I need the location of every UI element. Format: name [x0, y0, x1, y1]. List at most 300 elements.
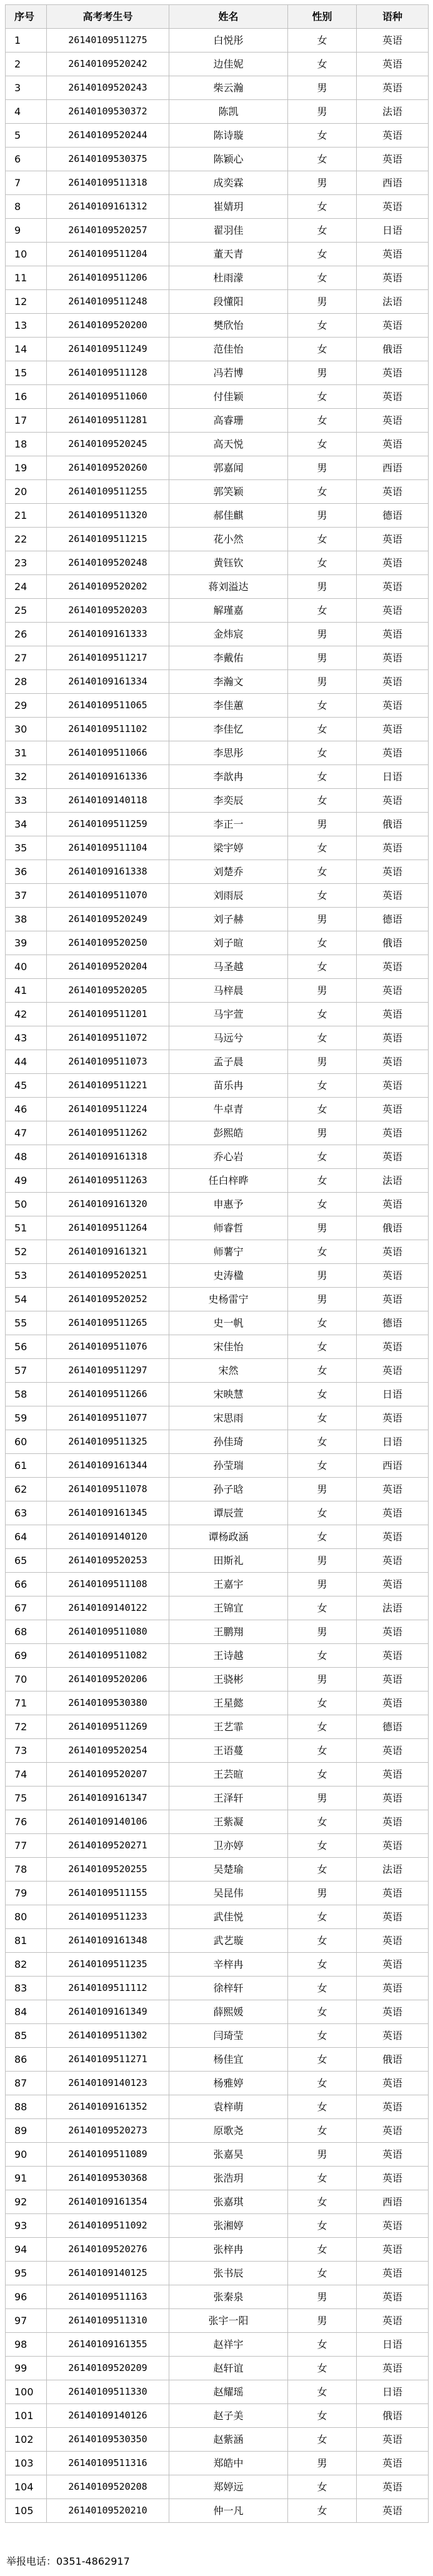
exam-id-cell: 26140109511078 — [47, 1478, 169, 1501]
table-row — [6, 741, 429, 765]
row-index-cell: 41 — [6, 979, 47, 1003]
student-name-cell: 赵轩谊 — [169, 2357, 288, 2380]
student-name-cell: 范佳怡 — [169, 338, 288, 361]
table-row — [6, 1834, 429, 1858]
student-name-cell: 郑婷远 — [169, 2475, 288, 2499]
student-name-cell: 史涛楹 — [169, 1264, 288, 1288]
row-index-cell: 16 — [6, 385, 47, 409]
exam-id-cell: 26140109511310 — [47, 2309, 169, 2333]
exam-id-cell: 26140109511265 — [47, 1311, 169, 1335]
gender-cell: 女 — [288, 1406, 357, 1430]
exam-id-cell: 26140109161336 — [47, 765, 169, 789]
student-name-cell: 闫琦莹 — [169, 2024, 288, 2048]
table-row — [6, 2404, 429, 2428]
exam-id-cell: 26140109511318 — [47, 171, 169, 195]
language-cell: 英语 — [357, 1691, 429, 1715]
exam-id-cell: 26140109511302 — [47, 2024, 169, 2048]
row-index-cell: 87 — [6, 2072, 47, 2095]
table-row — [6, 1525, 429, 1549]
gender-cell: 女 — [288, 2072, 357, 2095]
language-cell: 英语 — [357, 1787, 429, 1810]
exam-id-cell: 26140109520251 — [47, 1264, 169, 1288]
exam-id-cell: 26140109511077 — [47, 1406, 169, 1430]
gender-cell: 男 — [288, 1478, 357, 1501]
table-row — [6, 694, 429, 718]
table-row — [6, 1810, 429, 1834]
row-index-cell: 13 — [6, 314, 47, 338]
table-row — [6, 2214, 429, 2238]
exam-id-cell: 26140109520260 — [47, 456, 169, 480]
student-name-cell: 张嘉琪 — [169, 2190, 288, 2214]
student-name-cell: 董天青 — [169, 243, 288, 266]
table-row — [6, 1288, 429, 1311]
table-row — [6, 195, 429, 219]
language-cell: 法语 — [357, 1858, 429, 1882]
language-cell: 英语 — [357, 2143, 429, 2167]
exam-id-cell: 26140109511066 — [47, 741, 169, 765]
language-cell: 英语 — [357, 1098, 429, 1121]
language-cell: 英语 — [357, 266, 429, 290]
exam-id-cell: 26140109511269 — [47, 1715, 169, 1739]
exam-id-cell: 26140109520208 — [47, 2475, 169, 2499]
gender-cell: 女 — [288, 2214, 357, 2238]
table-header-row — [6, 5, 429, 29]
gender-cell: 女 — [288, 931, 357, 955]
table-row — [6, 314, 429, 338]
table-row — [6, 76, 429, 100]
exam-id-cell: 26140109511201 — [47, 1003, 169, 1026]
table-row — [6, 2024, 429, 2048]
language-cell: 英语 — [357, 2072, 429, 2095]
exam-id-cell: 26140109520255 — [47, 1858, 169, 1882]
gender-cell: 男 — [288, 979, 357, 1003]
row-index-cell: 65 — [6, 1549, 47, 1573]
table-row — [6, 836, 429, 860]
row-index-cell: 36 — [6, 860, 47, 884]
language-cell: 英语 — [357, 1573, 429, 1596]
language-cell: 英语 — [357, 409, 429, 433]
table-row — [6, 1644, 429, 1668]
gender-cell: 女 — [288, 1739, 357, 1763]
exam-id-cell: 26140109520210 — [47, 2499, 169, 2523]
gender-cell: 女 — [288, 1003, 357, 1026]
column-header-language: 语种 — [357, 5, 429, 29]
row-index-cell: 83 — [6, 1977, 47, 2000]
exam-id-cell: 26140109161344 — [47, 1454, 169, 1478]
exam-id-cell: 26140109161345 — [47, 1501, 169, 1525]
table-row — [6, 884, 429, 908]
language-cell: 英语 — [357, 551, 429, 575]
exam-id-cell: 26140109511297 — [47, 1359, 169, 1383]
student-name-cell: 杜雨濛 — [169, 266, 288, 290]
student-name-cell: 郭嘉闻 — [169, 456, 288, 480]
table-row — [6, 1406, 429, 1430]
row-index-cell: 24 — [6, 575, 47, 599]
gender-cell: 男 — [288, 361, 357, 385]
table-row — [6, 1264, 429, 1288]
student-name-cell: 刘雨辰 — [169, 884, 288, 908]
student-name-cell: 刘子暄 — [169, 931, 288, 955]
gender-cell: 男 — [288, 1216, 357, 1240]
row-index-cell: 56 — [6, 1335, 47, 1359]
table-row — [6, 765, 429, 789]
language-cell: 英语 — [357, 2119, 429, 2143]
exam-id-cell: 26140109520245 — [47, 433, 169, 456]
exam-id-cell: 26140109511215 — [47, 528, 169, 551]
exam-id-cell: 26140109140120 — [47, 1525, 169, 1549]
language-cell: 英语 — [357, 124, 429, 148]
language-cell: 英语 — [357, 1074, 429, 1098]
table-row — [6, 1145, 429, 1169]
gender-cell: 女 — [288, 1240, 357, 1264]
exam-id-cell: 26140109511221 — [47, 1074, 169, 1098]
table-row — [6, 1905, 429, 1929]
gender-cell: 女 — [288, 1074, 357, 1098]
gender-cell: 女 — [288, 1359, 357, 1383]
row-index-cell: 70 — [6, 1668, 47, 1691]
exam-id-cell: 26140109511233 — [47, 1905, 169, 1929]
table-row — [6, 100, 429, 124]
row-index-cell: 76 — [6, 1810, 47, 1834]
student-name-cell: 原歌尧 — [169, 2119, 288, 2143]
exam-id-cell: 26140109511102 — [47, 718, 169, 741]
student-name-cell: 辛梓冉 — [169, 1953, 288, 1977]
exam-id-cell: 26140109511330 — [47, 2380, 169, 2404]
student-name-cell: 陈诗璇 — [169, 124, 288, 148]
gender-cell: 男 — [288, 1620, 357, 1644]
language-cell: 英语 — [357, 1834, 429, 1858]
exam-id-cell: 26140109161338 — [47, 860, 169, 884]
row-index-cell: 48 — [6, 1145, 47, 1169]
gender-cell: 女 — [288, 195, 357, 219]
exam-id-cell: 26140109161354 — [47, 2190, 169, 2214]
gender-cell: 女 — [288, 1953, 357, 1977]
exam-id-cell: 26140109161352 — [47, 2095, 169, 2119]
row-index-cell: 29 — [6, 694, 47, 718]
row-index-cell: 89 — [6, 2119, 47, 2143]
row-index-cell: 77 — [6, 1834, 47, 1858]
gender-cell: 女 — [288, 1929, 357, 1953]
gender-cell: 男 — [288, 623, 357, 646]
table-row — [6, 1098, 429, 1121]
language-cell: 俄语 — [357, 813, 429, 836]
language-cell: 西语 — [357, 2190, 429, 2214]
language-cell: 英语 — [357, 670, 429, 694]
gender-cell: 女 — [288, 2000, 357, 2024]
gender-cell: 女 — [288, 266, 357, 290]
language-cell: 英语 — [357, 1668, 429, 1691]
gender-cell: 女 — [288, 1383, 357, 1406]
gender-cell: 女 — [288, 1596, 357, 1620]
gender-cell: 男 — [288, 670, 357, 694]
student-name-cell: 仲一凡 — [169, 2499, 288, 2523]
exam-id-cell: 26140109520209 — [47, 2357, 169, 2380]
student-name-cell: 宋佳怡 — [169, 1335, 288, 1359]
exam-id-cell: 26140109511206 — [47, 266, 169, 290]
gender-cell: 女 — [288, 2380, 357, 2404]
exam-id-cell: 26140109161348 — [47, 1929, 169, 1953]
exam-id-cell: 26140109511281 — [47, 409, 169, 433]
exam-id-cell: 26140109511235 — [47, 1953, 169, 1977]
row-index-cell: 97 — [6, 2309, 47, 2333]
row-index-cell: 75 — [6, 1787, 47, 1810]
gender-cell: 女 — [288, 1715, 357, 1739]
row-index-cell: 10 — [6, 243, 47, 266]
row-index-cell: 96 — [6, 2285, 47, 2309]
gender-cell: 男 — [288, 1050, 357, 1074]
gender-cell: 女 — [288, 1169, 357, 1193]
row-index-cell: 30 — [6, 718, 47, 741]
language-cell: 英语 — [357, 1240, 429, 1264]
row-index-cell: 43 — [6, 1026, 47, 1050]
row-index-cell: 27 — [6, 646, 47, 670]
language-cell: 英语 — [357, 29, 429, 53]
table-row — [6, 1596, 429, 1620]
gender-cell: 女 — [288, 2475, 357, 2499]
table-row — [6, 789, 429, 813]
language-cell: 英语 — [357, 53, 429, 76]
gender-cell: 女 — [288, 219, 357, 243]
gender-cell: 女 — [288, 385, 357, 409]
table-row — [6, 979, 429, 1003]
gender-cell: 女 — [288, 2119, 357, 2143]
language-cell: 英语 — [357, 1501, 429, 1525]
table-row — [6, 2499, 429, 2523]
row-index-cell: 17 — [6, 409, 47, 433]
gender-cell: 女 — [288, 2499, 357, 2523]
table-row — [6, 1335, 429, 1359]
language-cell: 英语 — [357, 2452, 429, 2475]
gender-cell: 女 — [288, 124, 357, 148]
row-index-cell: 53 — [6, 1264, 47, 1288]
language-cell: 英语 — [357, 243, 429, 266]
exam-id-cell: 26140109511128 — [47, 361, 169, 385]
language-cell: 英语 — [357, 1359, 429, 1383]
student-name-cell: 武佳悦 — [169, 1905, 288, 1929]
student-name-cell: 马宇萱 — [169, 1003, 288, 1026]
row-index-cell: 28 — [6, 670, 47, 694]
gender-cell: 女 — [288, 243, 357, 266]
student-name-cell: 王语蔓 — [169, 1739, 288, 1763]
student-name-cell: 王鹏翔 — [169, 1620, 288, 1644]
gender-cell: 女 — [288, 860, 357, 884]
gender-cell: 女 — [288, 1977, 357, 2000]
exam-id-cell: 26140109511104 — [47, 836, 169, 860]
table-row — [6, 1478, 429, 1501]
student-name-cell: 卫亦婷 — [169, 1834, 288, 1858]
gender-cell: 男 — [288, 1264, 357, 1288]
exam-id-cell: 26140109511080 — [47, 1620, 169, 1644]
row-index-cell: 44 — [6, 1050, 47, 1074]
row-index-cell: 61 — [6, 1454, 47, 1478]
exam-id-cell: 26140109520207 — [47, 1763, 169, 1787]
gender-cell: 女 — [288, 1311, 357, 1335]
column-header-name: 姓名 — [169, 5, 288, 29]
exam-id-cell: 26140109511263 — [47, 1169, 169, 1193]
student-name-cell: 杨佳宜 — [169, 2048, 288, 2072]
gender-cell: 男 — [288, 1573, 357, 1596]
table-row — [6, 171, 429, 195]
gender-cell: 男 — [288, 2452, 357, 2475]
exam-id-cell: 26140109161318 — [47, 1145, 169, 1169]
language-cell: 英语 — [357, 76, 429, 100]
student-name-cell: 宋思雨 — [169, 1406, 288, 1430]
student-name-cell: 谭杨政涵 — [169, 1525, 288, 1549]
exam-id-cell: 26140109520205 — [47, 979, 169, 1003]
gender-cell: 男 — [288, 2309, 357, 2333]
language-cell: 英语 — [357, 1026, 429, 1050]
row-index-cell: 22 — [6, 528, 47, 551]
row-index-cell: 95 — [6, 2262, 47, 2285]
row-index-cell: 18 — [6, 433, 47, 456]
student-name-cell: 师睿哲 — [169, 1216, 288, 1240]
exam-id-cell: 26140109511266 — [47, 1383, 169, 1406]
language-cell: 法语 — [357, 1596, 429, 1620]
language-cell: 日语 — [357, 1430, 429, 1454]
language-cell: 日语 — [357, 2333, 429, 2357]
language-cell: 英语 — [357, 2499, 429, 2523]
gender-cell: 女 — [288, 2238, 357, 2262]
student-table — [5, 4, 429, 2523]
language-cell: 英语 — [357, 1810, 429, 1834]
language-cell: 英语 — [357, 979, 429, 1003]
table-row — [6, 931, 429, 955]
exam-id-cell: 26140109511259 — [47, 813, 169, 836]
row-index-cell: 7 — [6, 171, 47, 195]
student-name-cell: 郭笑颖 — [169, 480, 288, 504]
gender-cell: 男 — [288, 646, 357, 670]
column-header-index: 序号 — [6, 5, 47, 29]
row-index-cell: 32 — [6, 765, 47, 789]
row-index-cell: 42 — [6, 1003, 47, 1026]
student-name-cell: 王骁彬 — [169, 1668, 288, 1691]
row-index-cell: 59 — [6, 1406, 47, 1430]
language-cell: 英语 — [357, 1525, 429, 1549]
exam-id-cell: 26140109511070 — [47, 884, 169, 908]
gender-cell: 女 — [288, 2404, 357, 2428]
table-row — [6, 1977, 429, 2000]
gender-cell: 女 — [288, 2048, 357, 2072]
table-row — [6, 1454, 429, 1478]
student-name-cell: 郝佳麒 — [169, 504, 288, 528]
gender-cell: 女 — [288, 2262, 357, 2285]
admission-list — [5, 4, 428, 2523]
table-row — [6, 646, 429, 670]
gender-cell: 男 — [288, 76, 357, 100]
exam-id-cell: 26140109161334 — [47, 670, 169, 694]
gender-cell: 女 — [288, 1454, 357, 1478]
student-name-cell: 任白梓晔 — [169, 1169, 288, 1193]
language-cell: 日语 — [357, 219, 429, 243]
gender-cell: 女 — [288, 433, 357, 456]
exam-id-cell: 26140109140106 — [47, 1810, 169, 1834]
student-name-cell: 牛卓青 — [169, 1098, 288, 1121]
exam-id-cell: 26140109520202 — [47, 575, 169, 599]
student-name-cell: 徐梓轩 — [169, 1977, 288, 2000]
row-index-cell: 101 — [6, 2404, 47, 2428]
row-index-cell: 57 — [6, 1359, 47, 1383]
row-index-cell: 73 — [6, 1739, 47, 1763]
student-name-cell: 蒋刘溢达 — [169, 575, 288, 599]
table-row — [6, 2095, 429, 2119]
exam-id-cell: 26140109530372 — [47, 100, 169, 124]
table-row — [6, 2167, 429, 2190]
gender-cell: 女 — [288, 148, 357, 171]
language-cell: 英语 — [357, 2238, 429, 2262]
row-index-cell: 78 — [6, 1858, 47, 1882]
gender-cell: 女 — [288, 1501, 357, 1525]
language-cell: 日语 — [357, 765, 429, 789]
student-name-cell: 张秦泉 — [169, 2285, 288, 2309]
table-row — [6, 338, 429, 361]
language-cell: 西语 — [357, 1454, 429, 1478]
exam-id-cell: 26140109511092 — [47, 2214, 169, 2238]
student-name-cell: 花小然 — [169, 528, 288, 551]
gender-cell: 男 — [288, 2285, 357, 2309]
table-row — [6, 243, 429, 266]
language-cell: 英语 — [357, 433, 429, 456]
language-cell: 英语 — [357, 480, 429, 504]
language-cell: 英语 — [357, 1406, 429, 1430]
student-name-cell: 樊欣怡 — [169, 314, 288, 338]
student-name-cell: 宋然 — [169, 1359, 288, 1383]
row-index-cell: 99 — [6, 2357, 47, 2380]
exam-id-cell: 26140109140125 — [47, 2262, 169, 2285]
column-header-exam-id: 高考考生号 — [47, 5, 169, 29]
gender-cell: 男 — [288, 171, 357, 195]
table-row — [6, 29, 429, 53]
gender-cell: 女 — [288, 1098, 357, 1121]
exam-id-cell: 26140109511316 — [47, 2452, 169, 2475]
language-cell: 英语 — [357, 2309, 429, 2333]
exam-id-cell: 26140109161321 — [47, 1240, 169, 1264]
language-cell: 俄语 — [357, 338, 429, 361]
table-row — [6, 480, 429, 504]
gender-cell: 女 — [288, 2095, 357, 2119]
table-row — [6, 1715, 429, 1739]
table-row — [6, 124, 429, 148]
table-row — [6, 1882, 429, 1905]
row-index-cell: 54 — [6, 1288, 47, 1311]
language-cell: 英语 — [357, 2475, 429, 2499]
student-name-cell: 郑皓中 — [169, 2452, 288, 2475]
language-cell: 英语 — [357, 2214, 429, 2238]
gender-cell: 女 — [288, 1335, 357, 1359]
exam-id-cell: 26140109511217 — [47, 646, 169, 670]
table-row — [6, 2190, 429, 2214]
language-cell: 法语 — [357, 290, 429, 314]
row-index-cell: 23 — [6, 551, 47, 575]
student-name-cell: 孙莹瑞 — [169, 1454, 288, 1478]
table-row — [6, 1003, 429, 1026]
student-name-cell: 彭熙皓 — [169, 1121, 288, 1145]
exam-id-cell: 26140109520206 — [47, 1668, 169, 1691]
row-index-cell: 93 — [6, 2214, 47, 2238]
student-name-cell: 宋映慧 — [169, 1383, 288, 1406]
table-row — [6, 1549, 429, 1573]
table-row — [6, 1668, 429, 1691]
gender-cell: 女 — [288, 53, 357, 76]
student-name-cell: 崔婧玥 — [169, 195, 288, 219]
table-row — [6, 504, 429, 528]
exam-id-cell: 26140109511065 — [47, 694, 169, 718]
row-index-cell: 26 — [6, 623, 47, 646]
student-name-cell: 李戴佑 — [169, 646, 288, 670]
language-cell: 英语 — [357, 884, 429, 908]
exam-id-cell: 26140109530368 — [47, 2167, 169, 2190]
gender-cell: 女 — [288, 765, 357, 789]
student-name-cell: 薛熙媛 — [169, 2000, 288, 2024]
